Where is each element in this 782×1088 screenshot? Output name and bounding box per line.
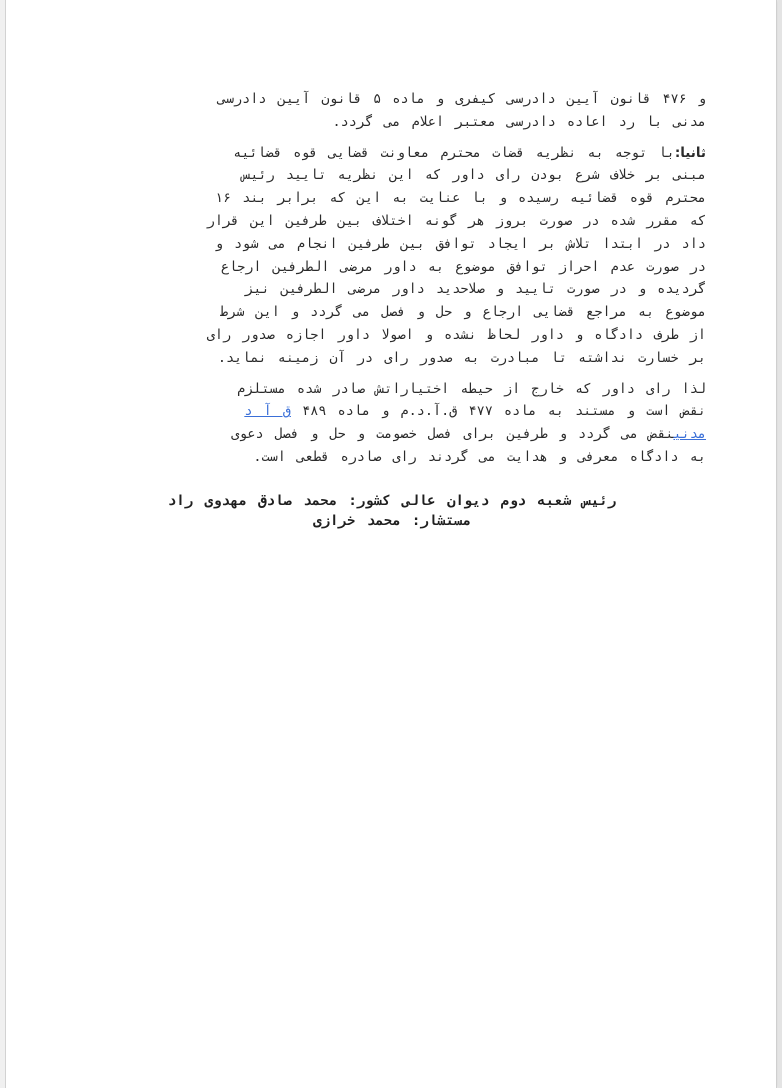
text-line: مبنی بر خلاف شرع بودن رای داور که این نظریه تایید رئیس (242, 167, 706, 184)
signature-chief-judge: رئیس شعبه دوم دیوان عالی کشور: محمد صادق مهدوی راد (167, 493, 617, 509)
text-line: لذا رای داور که خارج از حیطه اختیاراتش صادر شده مستلزم (237, 380, 706, 397)
law-reference-link-continued[interactable]: مدنی (673, 426, 706, 443)
text-fragment: نقض می گردد و طرفین برای فصل خصومت و حل و فصل دعوی (231, 426, 674, 443)
text-fragment: نقض است و مستند به ماده ۴۷۷ ق.آ.د.م و ماده ۴۸۹ (290, 403, 706, 420)
paragraph-lead-word: ثانیا: (674, 144, 706, 161)
text-line: و ۴۷۶ قانون آیین دادرسی کیفری و ماده ۵ قانون آیین دادرسی (217, 91, 706, 107)
text-line: محترم قوه قضائیه رسیده و با عنایت به این که برابر بند ۱۶ (214, 190, 706, 207)
text-line: داد در ابتدا تلاش بر ایجاد توافق بین طرفین انجام می شود و (214, 235, 706, 252)
text-line (78, 142, 706, 165)
text-line (78, 423, 706, 446)
text-line: مدنی با رد اعاده دادرسی معتبر اعلام می گردد. (332, 113, 706, 130)
law-reference-link[interactable]: ق آ د (244, 403, 291, 420)
text-line: به دادگاه معرفی و هدایت می گردند رای صادره قطعی است. (253, 448, 706, 465)
text-line: بر خسارت نداشته تا مبادرت به صدور رای در آن زمینه نماید. (217, 349, 706, 366)
text-line: از طرف دادگاه و داور لحاظ نشده و اصولا داور اجازه صدور رای (206, 326, 706, 343)
text-line: در صورت عدم احراز توافق موضوع به داور مرضی الطرفین ارجاع (220, 258, 706, 275)
paragraph-1 (78, 88, 706, 134)
document-body (78, 88, 706, 469)
signature-counselor: مستشار: محمد خرازی (313, 513, 471, 529)
vertical-scrollbar[interactable] (778, 0, 782, 1088)
text-line (78, 400, 706, 423)
paragraph-2 (78, 142, 706, 370)
text-line: موضوع به مراجع قضایی ارجاع و حل و فصل می گردد و این شرط (219, 304, 706, 321)
text-fragment: با توجه به نظریه قضات محترم معاونت قضایی قوه قضائیه (233, 144, 675, 161)
paragraph-3 (78, 378, 706, 469)
text-line: که مقرر شده در صورت بروز هر گونه اختلاف بین طرفین این قرار (206, 212, 706, 229)
text-line: گردیده و در صورت تایید و صلاحدید داور مرضی الطرفین نیز (245, 281, 706, 298)
signature-block (78, 491, 706, 531)
document-page (5, 0, 777, 1088)
